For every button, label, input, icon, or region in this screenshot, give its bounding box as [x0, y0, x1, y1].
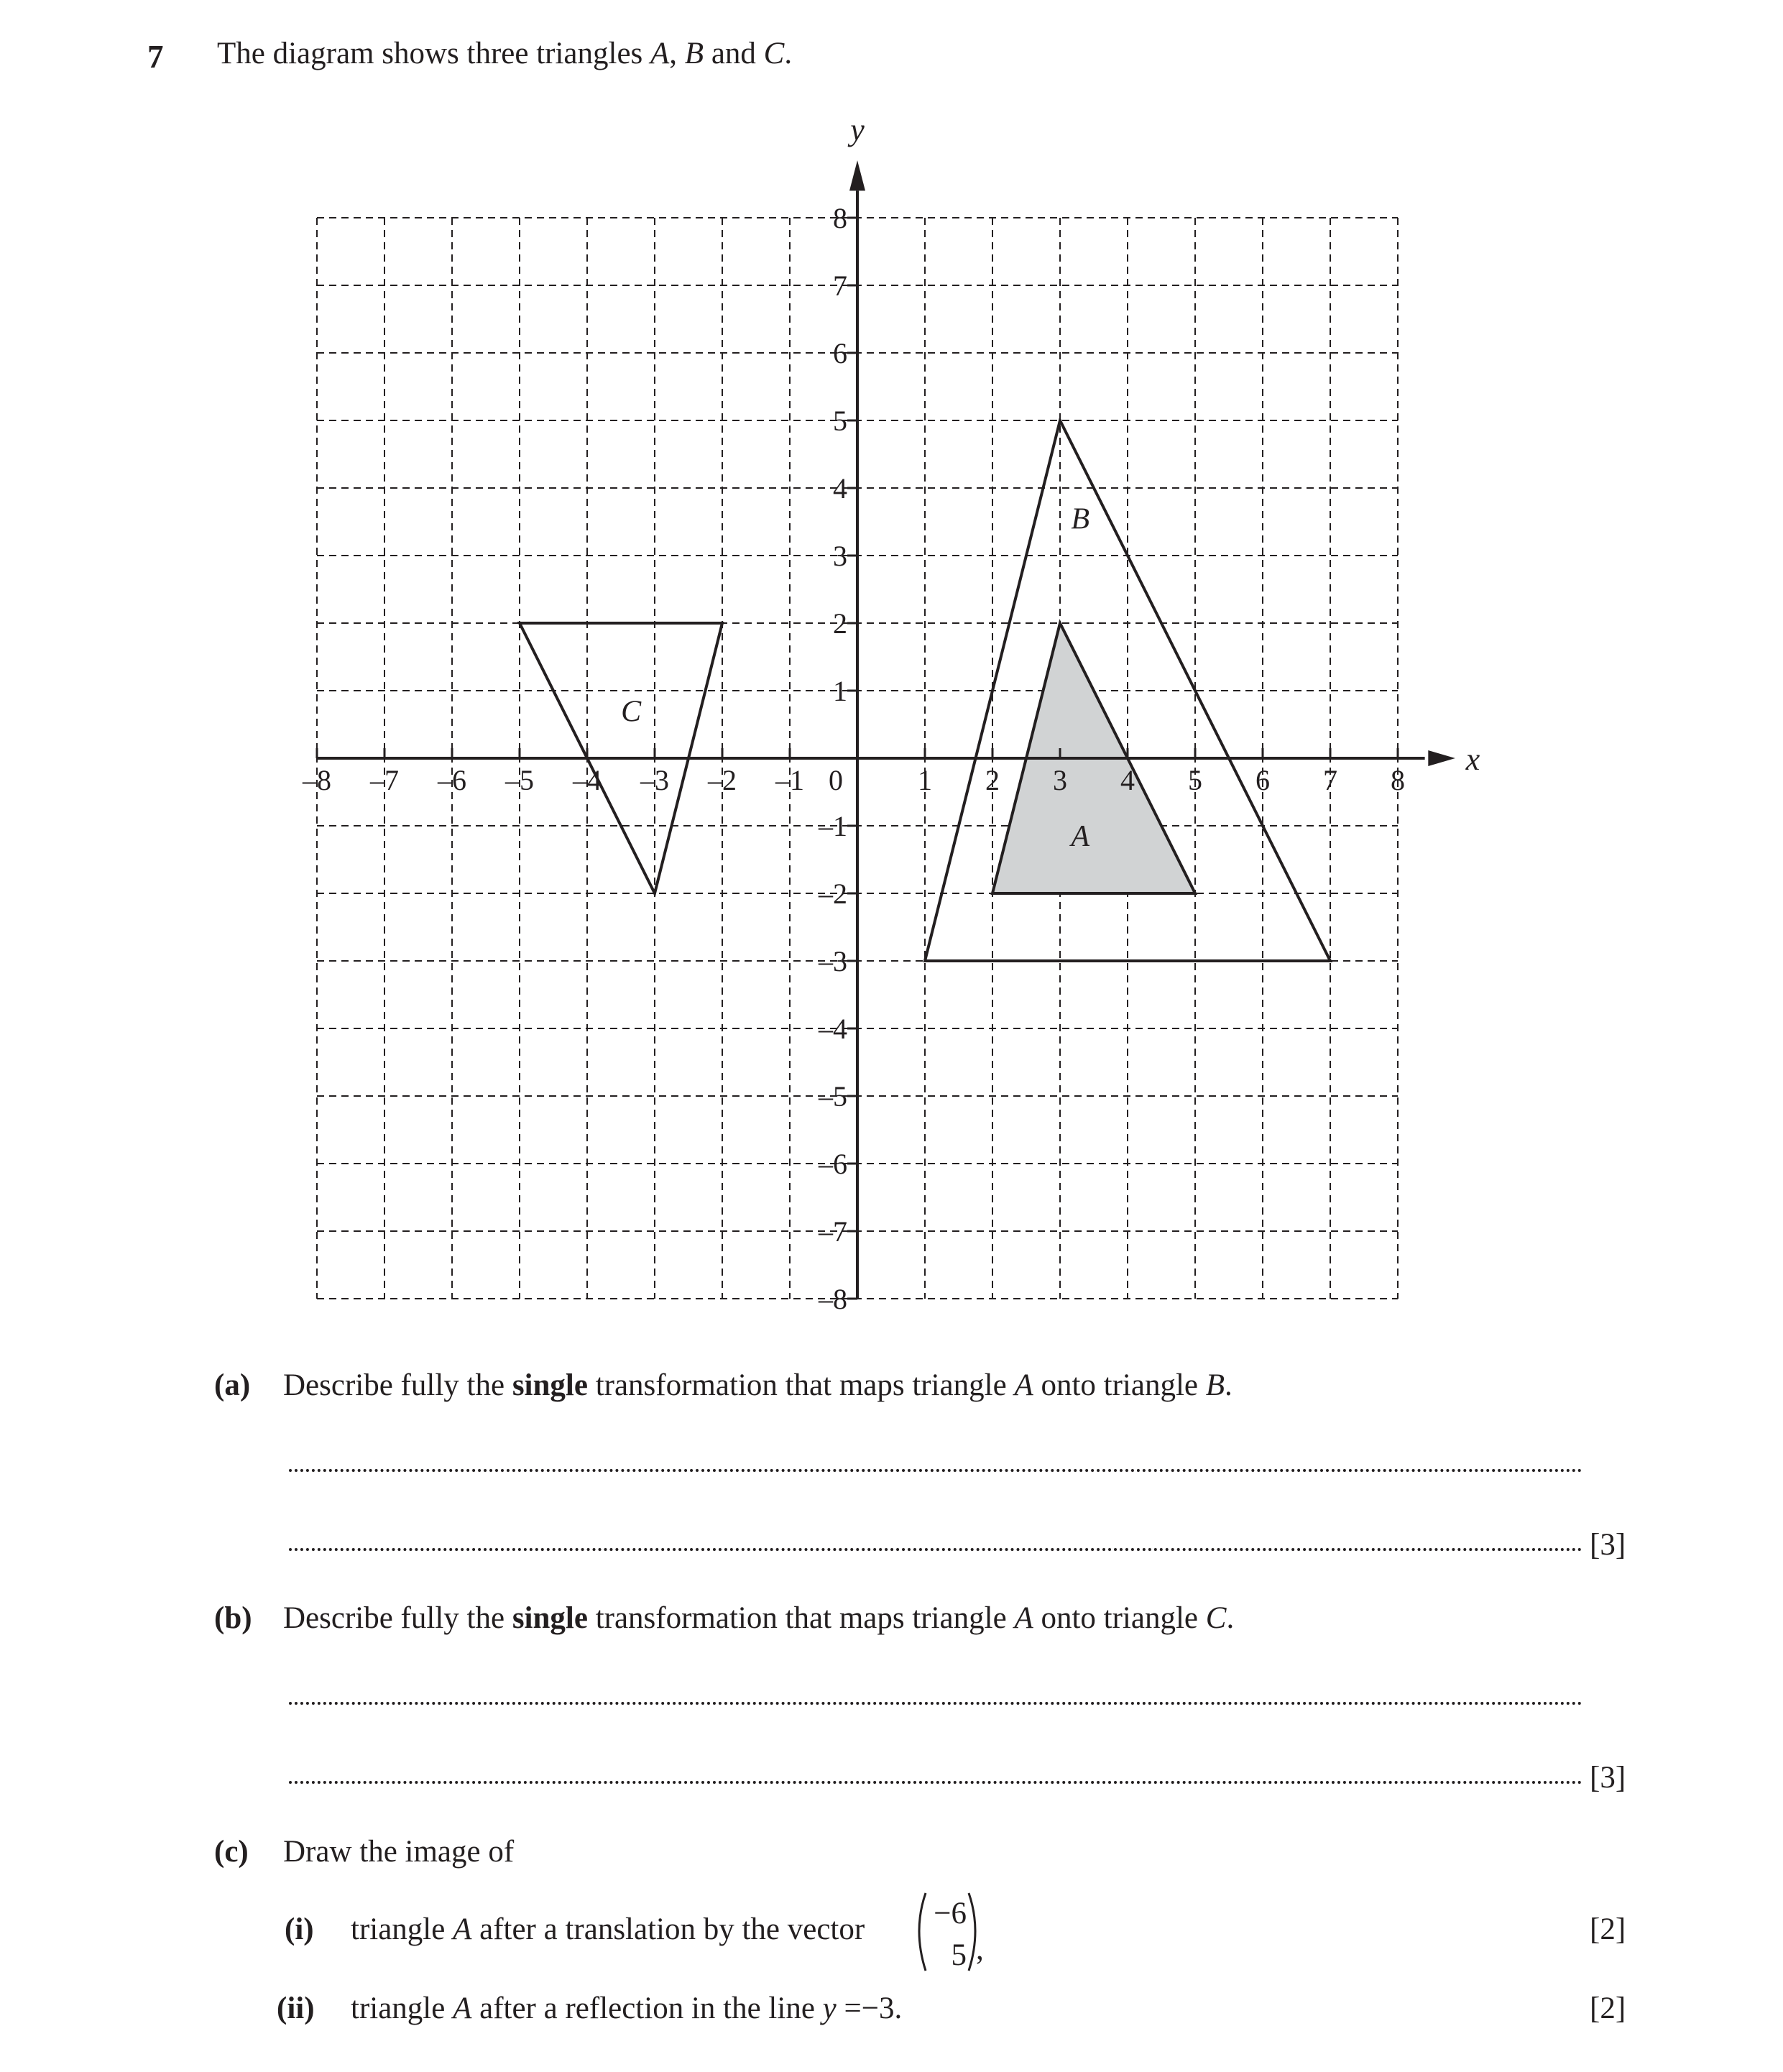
vector-bottom: 5: [951, 1938, 967, 1972]
part-c-i-question: triangle A after a translation by the vector: [351, 1912, 865, 1946]
part-b-label: (b): [214, 1601, 252, 1635]
answer-line-a1[interactable]: [289, 1469, 1582, 1472]
x-tick-label: 8: [1391, 764, 1405, 796]
y-tick-label: 1: [833, 675, 847, 707]
y-tick-label: 4: [833, 472, 847, 505]
part-c-text: Draw the image of: [283, 1835, 515, 1869]
y-tick-label: 5: [833, 405, 847, 437]
vector-comma: ,: [976, 1933, 984, 1966]
x-tick-label: 4: [1120, 764, 1135, 796]
part-a-question: Describe fully the single transformation that maps triangle A onto triangle B.: [283, 1368, 1233, 1402]
question-number: 7: [147, 39, 164, 75]
x-tick-label: –1: [775, 764, 804, 796]
y-axis-arrow: [849, 160, 865, 190]
triangle-a-label: A: [1071, 820, 1090, 854]
marks-c-ii: [2]: [1590, 1992, 1626, 2025]
x-tick-label: 2: [985, 764, 1000, 796]
marks-b: [3]: [1590, 1761, 1626, 1795]
y-tick-label: 8: [833, 202, 847, 234]
marks-c-i: [2]: [1590, 1912, 1626, 1946]
x-tick-label: 3: [1053, 764, 1067, 796]
part-c-ii-question: triangle A after a reflection in the line y =−3.: [351, 1992, 903, 2025]
marks-a: [3]: [1590, 1528, 1626, 1562]
x-tick-label: –5: [505, 764, 534, 796]
x-tick-label: –8: [303, 764, 331, 796]
part-c-i-label: (i): [285, 1912, 314, 1946]
triangle-b-label: B: [1071, 502, 1090, 536]
part-c-ii-label: (ii): [277, 1992, 315, 2025]
y-tick-label: –1: [819, 810, 847, 842]
x-tick-label: –6: [438, 764, 466, 796]
x-tick-label: –7: [370, 764, 399, 796]
vector-left-bracket: [919, 1893, 926, 1971]
question-intro: The diagram shows three triangles A, B and C.: [217, 37, 793, 70]
y-tick-label: 2: [833, 607, 847, 640]
x-tick-label: 1: [918, 764, 932, 796]
translation-vector: [911, 1890, 990, 1975]
y-tick-label: 3: [833, 540, 847, 572]
answer-line-a2[interactable]: [289, 1548, 1582, 1551]
axes: [317, 160, 1455, 1299]
answer-line-b1[interactable]: [289, 1702, 1582, 1705]
y-tick-label: –7: [819, 1215, 847, 1248]
part-a-label: (a): [214, 1368, 251, 1402]
answer-line-b2[interactable]: [289, 1781, 1582, 1784]
y-axis-label: y: [850, 111, 865, 147]
origin-label: 0: [829, 764, 843, 796]
x-axis-arrow: [1428, 750, 1455, 766]
vector-right-bracket: [969, 1893, 975, 1971]
y-tick-label: –3: [819, 945, 847, 977]
x-tick-label: 7: [1323, 764, 1337, 796]
y-tick-label: –5: [819, 1080, 847, 1113]
y-tick-label: –2: [819, 878, 847, 910]
tick-labels: [302, 112, 1480, 1315]
vector-top: −6: [934, 1897, 967, 1930]
part-b-question: Describe fully the single transformation that maps triangle A onto triangle C.: [283, 1601, 1235, 1635]
y-tick-label: –4: [819, 1013, 847, 1045]
part-c-label: (c): [214, 1835, 249, 1869]
y-tick-label: 6: [833, 337, 847, 369]
triangle-c-label: C: [621, 695, 642, 729]
x-tick-label: 6: [1256, 764, 1270, 796]
x-tick-label: 5: [1188, 764, 1202, 796]
y-tick-label: –6: [819, 1148, 847, 1180]
y-tick-label: –8: [819, 1283, 847, 1315]
x-tick-label: –4: [573, 764, 602, 796]
x-tick-label: –3: [640, 764, 669, 796]
x-axis-label: x: [1465, 742, 1480, 777]
x-tick-label: –2: [708, 764, 737, 796]
y-tick-label: 7: [833, 270, 847, 302]
